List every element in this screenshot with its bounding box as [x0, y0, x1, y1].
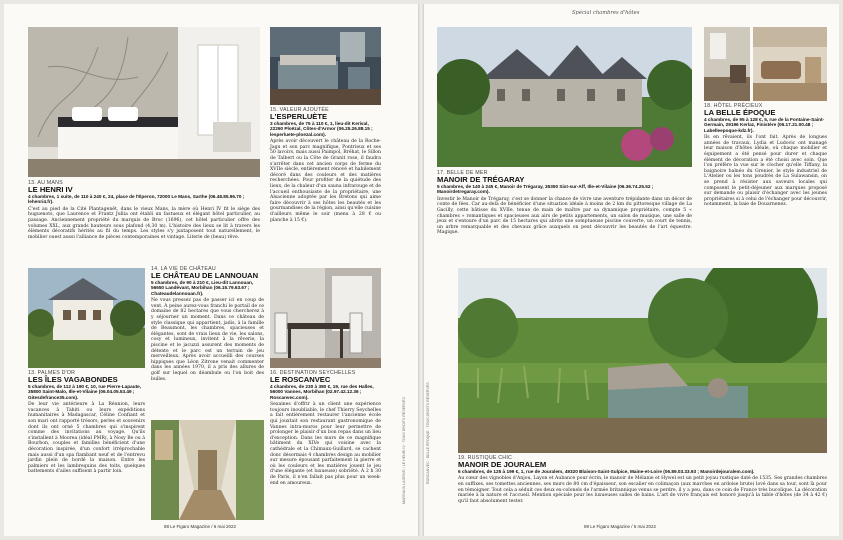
photo-esperluete-room — [270, 27, 381, 105]
entry-number: 15. VALEUR AJOUTÉE — [270, 107, 329, 113]
entry-title: LE CHÂTEAU DE LANNOUAN — [151, 271, 259, 280]
entry-meta: 6 chambres, de 125 à 199 €, 1, rue de Jouralem, 49320 Blaison-Saint-Sulpice, Maine-et-Loire (06.89.03.33.93 ; Manoirdejouralem.com). — [458, 469, 755, 474]
photo-roscanvec-dining — [270, 268, 381, 368]
entry-body: Au cœur des vignobles d'Anjou, Layon et Aubance pour écrin, le manoir de Mélanie et Hywel est un petit joyau rustique daté de 1535. Ses grandes chambres en suffixes, ses tomettes anciennes, ses murs de 80 cm d'épaisseur, son escalier en colimaçon (aux marches en ardoise brute) lové dans sa tour, sont là pour en témoigner. Tout cela a séduit ces deux ex-colonels de l'armée britannique venus se perdre, il y a peu, dans ce coin de France très bucolique. La décoration mariée à la nature et l'accueil. Mention spéciale pour les luxueuses salles de bains. L'art de vivre français est honoré jusqu'à la table d'hôtes (de 34 à 42 €) qu'il faut absolument tester. — [458, 476, 827, 504]
page-folio: 89 Le Figaro Magazine / 6 mai 2022 — [584, 524, 657, 529]
entry-body: Ne vous pressez pas de passer ici en coup de vent. À peine aurez-vous franchi le portail de ce domaine de 82 hectares que vous chercherez à y séjourner un moment. Dans ce château de style classique qui appartient, jadis, à la famille de Beaumont, les chambres, spacieuses et élégantes, sont de vrais lieux de vie, les salons, cosy et lumineux, invitent à la rêverie, la piscine et le jacuzzi assurent des moments de détente et le parc est un terrain de jeu merveilleux. Après avoir accueilli des courses hippiques que Léon Zitrone venait commenter dans les années 1970, il a pris des allures de golf sur lequel on déambule ou l'on boit des bulles. — [151, 298, 264, 382]
entry-meta: 5 chambres, de 112 à 190 €, 10, rue Pierre-Lapaute, 35800 Saint-Malo, Ille-et-Vilaine (06.04.05.53.49 ; Gitesdefrance35.com). — [28, 384, 142, 400]
entry-meta: 5 chambres, de 90 à 210 €, Lieu-dit Lannouan, 56650 Landévant, Morbihan (06.15.79.63.67 ; Chateaudelannouan.fr). — [151, 280, 254, 296]
entry-chateau-lannouan — [151, 266, 264, 382]
entry-belle-epoque — [704, 103, 827, 208]
left-page — [4, 4, 418, 536]
section-header: Spécial chambres d'hôtes — [572, 10, 640, 16]
entry-esperluete — [270, 107, 381, 223]
entry-number: 13. AU MANS — [28, 180, 63, 186]
photo-manoir-jouralem-garden — [458, 268, 827, 453]
photo-credit: ROSCANVEC · BELLE ÉPOQUE · TOUS DROITS RÉSERVÉS — [426, 382, 430, 484]
entry-title: MANOIR DE TRÉGARAY — [437, 175, 525, 184]
entry-tregaray — [437, 170, 692, 236]
entry-title: LE ROSCANVEC — [270, 375, 331, 384]
entry-jouralem — [458, 455, 827, 504]
entry-body: Sexaines d'offrir à un client une expérience toujours inoubliable, le chef Thierry Seychelles a fait entièrement restaurer l'ancienne école qui jouxtait son restaurant gastronomique de Vannes intra-muros pour leur permettre de prolonger le plaisir d'un bon repas dans un lieu d'exception. Dans les murs de ce magnifique bâtiment du XIVe qui voisine avec la cathédrale et la Chimaux-Guillard, se cachent donc désormais 4 chambres design au mobilier sur mesure épousant parfaitement la pierre et où les couleurs et les matières jouent le jeu d'une élégante (et luxueuse) sobriété. À 2 h 30 de Paris, il n'en fallait pas plus pour un week-end en amoureux. — [270, 402, 381, 486]
entry-henri-iv — [28, 180, 260, 240]
entry-body: C'est au pied de la Cité Plantagenêt, dans le vieux Mans, la mère où Henri IV fit le siège des huguenots, que Laurence et Frantz Jullia ont établi un fastueux et élégant hôtel particulier, au passage. Anciennement propriété du marquis de Broc (1696), cet hôtel particulier offre des volumes XXL, aux grands hauteurs sous plafond (4,30 m). L'histoire des lieux se lit à travers les éléments décoratifs hérités au fil du temps. Les styles s'y juxtaposent tout naturellement, le mobilier ouest aussi l'alliance de pièces contemporaines et vintage. Literie de (beau) rêve. — [28, 206, 260, 240]
entry-title: MANOIR DE JOURALEM — [458, 460, 547, 469]
entry-number: 17. BELLE DE MER — [437, 170, 488, 176]
entry-meta: 4 chambres, 1 suite, de 110 à 240 €, 24, place de l'Éperon, 72000 Le Mans, Sarthe (06.48.85.96.70 ; lehenri4.fr). — [28, 194, 245, 205]
photo-belle-epoque-lounge — [753, 27, 827, 101]
entry-iles-vagabondes — [28, 370, 145, 475]
page-folio: 88 Le Figaro Magazine / 6 mai 2022 — [164, 524, 237, 529]
entry-title: L'ESPERLUÈTE — [270, 112, 328, 121]
photo-belle-epoque-room — [704, 27, 750, 101]
entry-number: 18. HÔTEL PRÉCIEUX — [704, 103, 763, 109]
entry-number: 13. PALMES D'OR — [28, 370, 76, 376]
entry-body: De leur vie antérieure à La Réunion, leurs vacances à Tahiti ou leurs expéditions humanitaires à Madagascar, Céline Confiant et son mari ont rapporté trésors, perles et souvenirs dont ils ont orné 5 chambres qui s'inspirent comme des invitations au voyage. Qu'ils s'installent à Moorea (idéal PMR), à Nosy Be ou à Bourbon, couples et familles bénéficient d'une décoration inspirée, d'un confort irréprochable mais aussi d'un spa flambant neuf et de l'entrevu jardin plein de bordé la maison. Entre les palmiers et les lambrequins des toits, quelques battements d'ailes suffisent à partir loin. — [28, 402, 145, 475]
entry-body: Investir le Manoir de Trégaray, c'est se donner la chance de vivre une aventure trépidante dans un décor de conte de fées. Car au-delà de bénéficier d'une situation idéale à moins de 2 km du pittoresque village de La Gacilly, cette bâtisse du XVIIe, tenue de main de maître par sa dynamique propriétaire, compte 5 « chambres » romantiques et spacieuses aux airs de petits appartements, un salon de musique, une salle de jeux et s'entoure d'un parc de 15 hectares qui abrite une somptueuse piscine couverte, un court de tennis, un arbre remarquable et des chevaux grâce auxquels on peut découvrir les beautés de l'art équestre. Magique. — [437, 196, 692, 236]
entry-meta: 3 chambres, de 75 à 110 €, 1, lieu-dit Kerival, 22260 Ploëzal, Côtes-d'Armor (06.25.26.88.15 ; lesperluete-ploezal.com). — [270, 121, 373, 137]
photo-credit: MARGAUX LAGRIVE / LE HENRI IV · TOUS DROITS RÉSERVÉS — [402, 397, 406, 504]
entry-title: LES ÎLES VAGABONDES — [28, 375, 118, 384]
entry-number: 19. RUSTIQUE CHIC — [458, 455, 513, 461]
entry-number: 16. DESTINATION SEYCHELLES — [270, 370, 356, 376]
photo-henri-iv-bedroom — [28, 27, 260, 177]
photo-chateau-corridor — [151, 420, 264, 520]
entry-body: Après avoir découvert le château de la Roche-Jagu et son parc magnifique, Pontrieux et ses 50 lavoirs, mais aussi Paimpol, Bréhat, le Sillon de Talbert ou la Côte de Granit rose, il faudra s'arrêter dans cet ancien corps de ferme du XVIIe siècle, entièrement rénové et habilement décoré dans des couleurs et des matières recherchées. Pour profiter de la quiétude des lieux, de la chaleur d'un sauna infrarouge et de l'accueil enthousiaste de la propriétaire, une Alsacienne adoptée par les Bretons qui aime faire découvrir à ses hôtes les beautés et les gourmandises de la région, ainsi qu'elle cuisine d'ailleurs même le soir (menu à 28 € ou planche à 15 €). — [270, 139, 381, 223]
entry-meta: 4 chambres, de 95 à 128 €, 5, rue de la Fontaine-Saint-Germain, 29196 Kerlaz, Finistère (06.17.21.00.48 ; Labelleepoque-kdz.fr). — [704, 117, 825, 133]
entry-title: LA BELLE ÉPOQUE — [704, 108, 776, 117]
entry-roscanvec — [270, 370, 381, 486]
right-page — [424, 4, 839, 536]
photo-manoir-tregaray — [437, 27, 692, 167]
entry-title: LE HENRI IV — [28, 185, 73, 194]
photo-iles-vagabondes-house — [28, 268, 145, 368]
entry-meta: 5 chambres, de 140 à 245 €, Manoir de Trégaray, 35350 Sixt-sur-Aff, Ille-et-Vilaine (06.36.74.25.52 ; Manoirdetregaray.com). — [437, 184, 654, 195]
entry-number: 14. LA VIE DE CHÂTEAU — [151, 266, 216, 272]
entry-meta: 4 chambres, de 230 à 380 €, 19, rue des Halles, 56000 Vannes, Morbihan (02.97.42.12.36 ; Roscanvec.com). — [270, 384, 374, 400]
entry-body: Ils en rêvaient, ils l'ont fait. Après de longues années de travaux, Lydia et Ludovic ont managé leur maison d'hôtes idéale, où chaque mobilier et équipement a été pensé pour durer et chaque élément de décoration a été choisi avec soin. Que l'on préfère la vue sur le clocher qu'elle Tiffany, la baignoire balnéo du Grenier, le style industriel de L'Atelier ou les tons poudrés de La Sulawansin, on se prend à résister aux saveurs locales qui composent le petit-déjeuner aux marques proposé sur demande ou plaisir d'échanger avec les jeunes propriétaires si à celui de l'échanger pour découvrir, notamment, la baie de Douarnenez. — [704, 135, 827, 208]
